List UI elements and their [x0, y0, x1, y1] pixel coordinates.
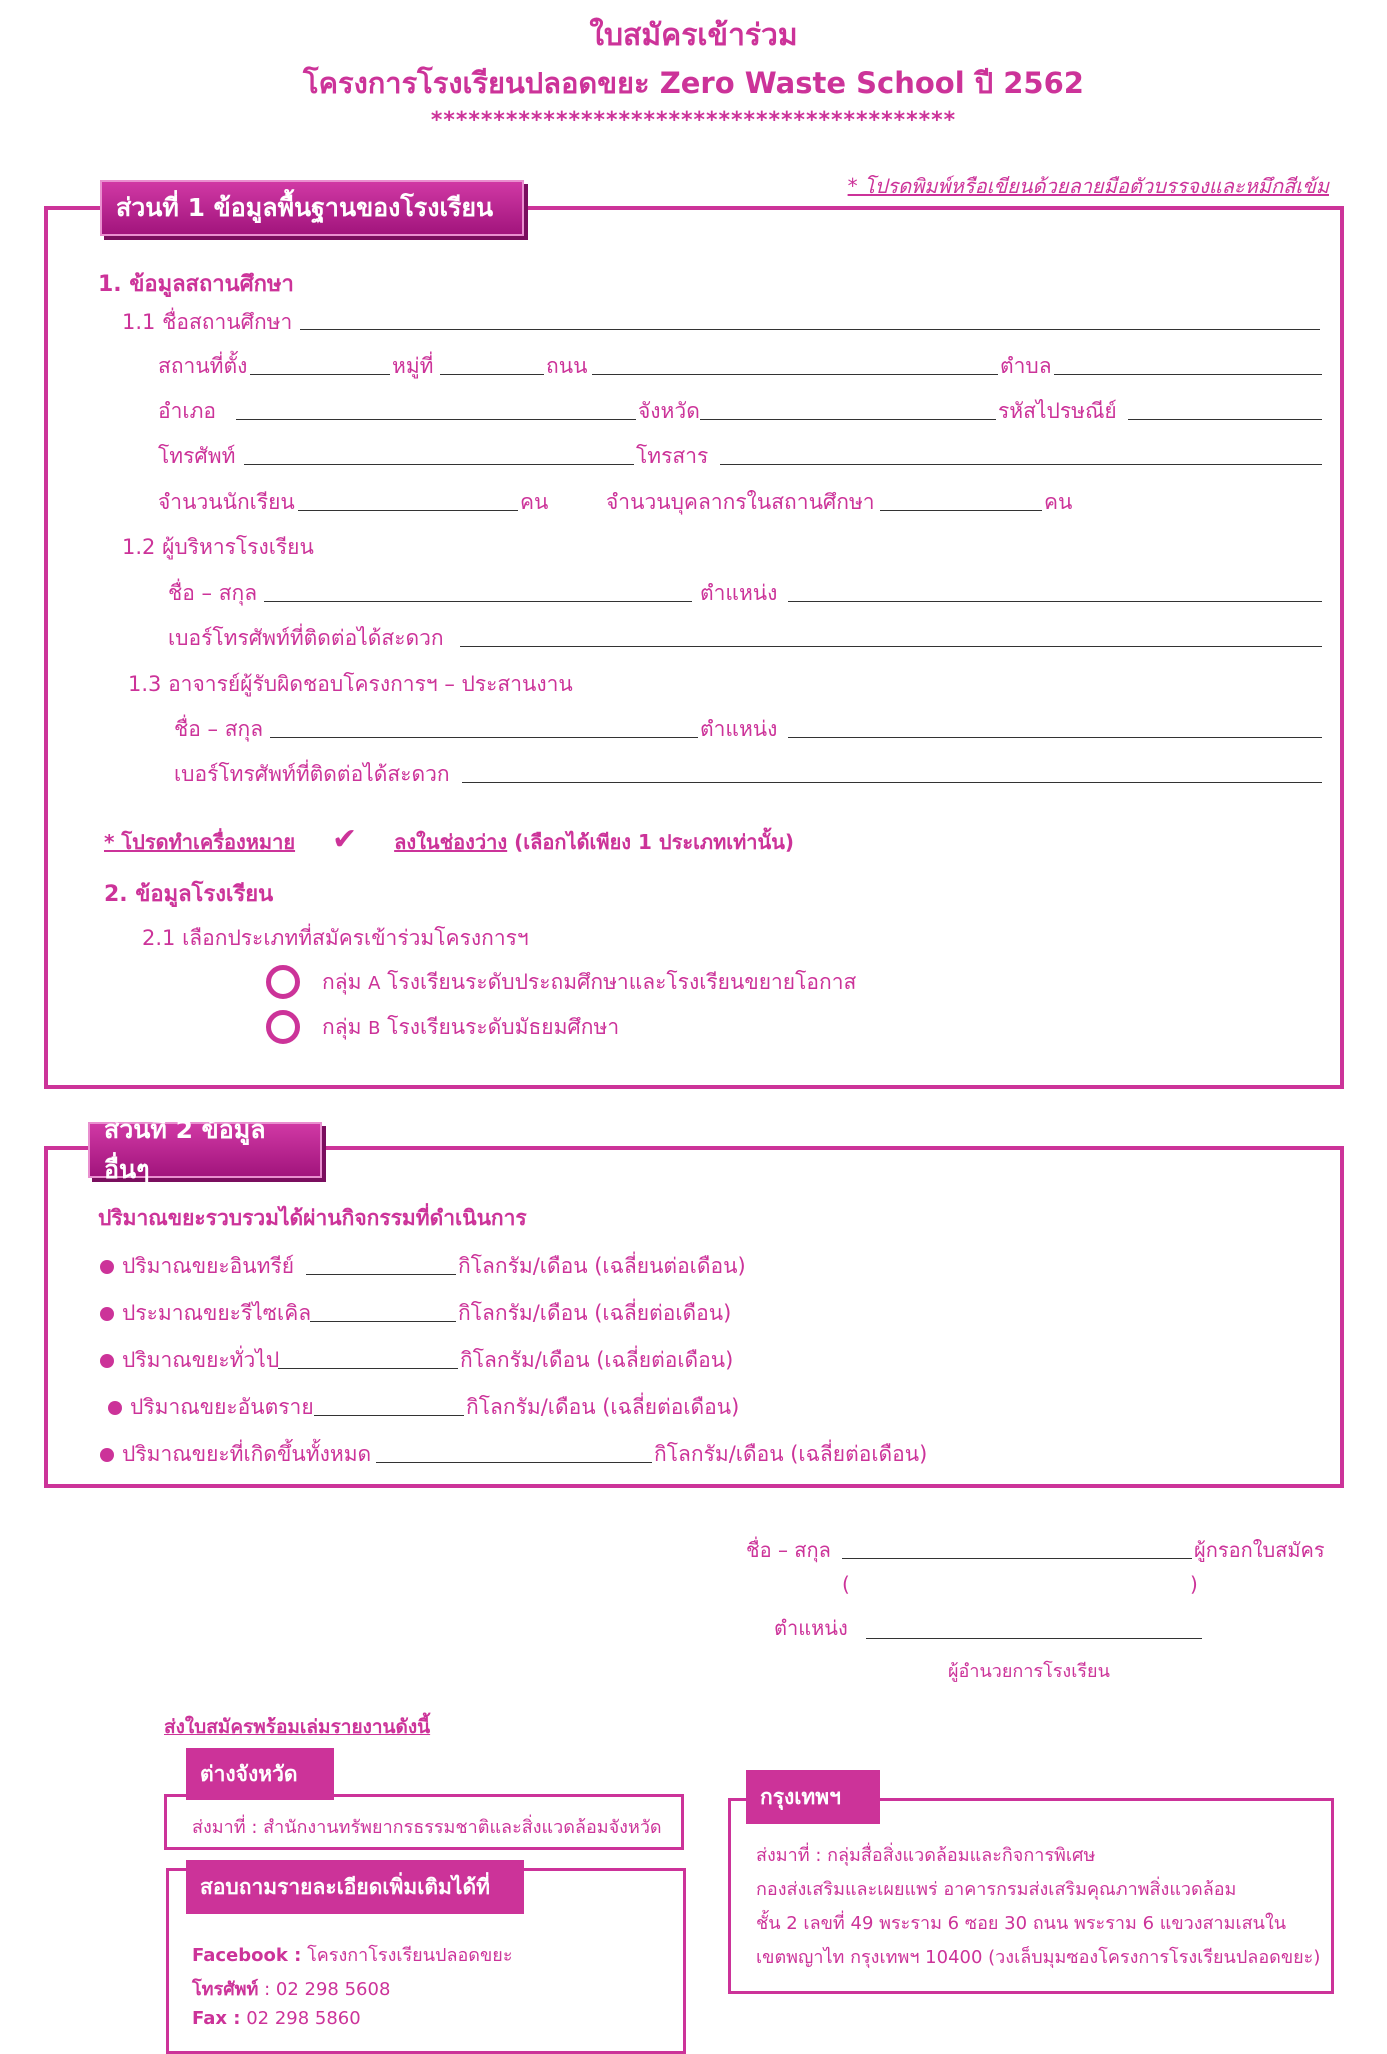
sig-applicant: ผู้กรอกใบสมัคร	[1194, 1538, 1325, 1562]
input-waste-hazard[interactable]	[314, 1415, 464, 1416]
waste-row-general	[100, 1344, 279, 1377]
input-sig-name[interactable]	[842, 1558, 1192, 1559]
section1-banner: ส่วนที่ 1 ข้อมูลพื้นฐานของโรงเรียน	[100, 180, 524, 236]
bullet-icon	[100, 1307, 114, 1321]
label-students-unit: คน	[520, 490, 549, 514]
option-a	[322, 966, 856, 999]
checkmark-icon: ✔	[332, 822, 358, 857]
input-teacher-name[interactable]	[270, 737, 698, 738]
input-road[interactable]	[592, 374, 998, 375]
input-exec-name[interactable]	[264, 601, 692, 602]
input-sig-position[interactable]	[866, 1638, 1202, 1639]
input-school-name[interactable]	[300, 329, 1320, 330]
fax-value: 02 298 5860	[246, 2008, 361, 2029]
waste-label-recycle: ประมาณขยะรีไซเคิล	[122, 1301, 312, 1325]
writing-note: * โปรดพิมพ์หรือเขียนด้วยลายมือตัวบรรจงและหมึกสีเข้ม	[847, 174, 1329, 198]
bkk-line-4: เขตพญาไท กรุงเทพฯ 10400 (วงเล็บมุมซองโครงการโรงเรียนปลอดขยะ)	[756, 1947, 1321, 1968]
s12-heading: 1.2 ผู้บริหารโรงเรียน	[122, 535, 314, 559]
label-staff-unit: คน	[1044, 490, 1073, 514]
input-tambon[interactable]	[1054, 374, 1322, 375]
waste-row-organic	[100, 1250, 294, 1283]
input-students[interactable]	[298, 510, 518, 511]
option-a-letter: A	[368, 973, 381, 994]
form-subtitle: โครงการโรงเรียนปลอดขยะ Zero Waste School ปี 2562	[303, 66, 1084, 100]
label-exec-phone: เบอร์โทรศัพท์ที่ติดต่อได้สะดวก	[168, 626, 444, 650]
option-b-text: โรงเรียนระดับมัธยมศึกษา	[387, 1015, 620, 1039]
waste-label-organic: ปริมาณขยะอินทรีย์	[122, 1254, 295, 1278]
label-province: จังหวัด	[638, 399, 700, 423]
waste-label-hazard: ปริมาณขยะอันตราย	[130, 1395, 314, 1419]
form-title: ใบสมัครเข้าร่วม	[589, 18, 798, 53]
radio-group-a[interactable]	[266, 965, 300, 999]
label-exec-position: ตำแหน่ง	[700, 581, 778, 605]
inquiry-tag: สอบถามรายละเอียดเพิ่มเติมได้ที่	[186, 1860, 524, 1914]
bullet-icon	[100, 1260, 114, 1274]
input-moo[interactable]	[440, 374, 544, 375]
label-teacher-phone: เบอร์โทรศัพท์ที่ติดต่อได้สะดวก	[174, 762, 450, 786]
mark-note-b: ลงในช่องว่าง	[394, 830, 508, 854]
waste-label-general: ปริมาณขยะทั่วไป	[122, 1348, 280, 1372]
input-postcode[interactable]	[1128, 419, 1322, 420]
bullet-icon	[100, 1448, 114, 1462]
input-teacher-phone[interactable]	[462, 782, 1322, 783]
waste-row-recycle	[100, 1297, 311, 1330]
mark-note-a: * โปรดทำเครื่องหมาย	[104, 830, 296, 854]
star-divider: ******************************************	[430, 108, 957, 133]
label-moo: หมู่ที่	[392, 354, 434, 378]
option-a-text: โรงเรียนระดับประถมศึกษาและโรงเรียนขยายโอกาส	[387, 970, 857, 994]
input-waste-organic[interactable]	[306, 1274, 456, 1275]
radio-group-b[interactable]	[266, 1010, 300, 1044]
label-fax: โทรสาร	[636, 444, 709, 468]
input-province[interactable]	[700, 419, 996, 420]
waste-label-total: ปริมาณขยะที่เกิดขึ้นทั้งหมด	[122, 1442, 372, 1466]
province-text: ส่งมาที่ : สำนักงานทรัพยากรธรรมชาติและสิ่งแวดล้อมจังหวัด	[192, 1817, 662, 1838]
input-staff[interactable]	[880, 510, 1042, 511]
province-tag: ต่างจังหวัด	[186, 1748, 334, 1800]
label-road: ถนน	[546, 354, 588, 378]
fax-label: Fax :	[192, 2008, 241, 2029]
waste-unit-recycle: กิโลกรัม/เดือน (เฉลี่ยต่อเดือน)	[458, 1301, 732, 1325]
label-teacher-name: ชื่อ – สกุล	[174, 717, 264, 741]
label-teacher-position: ตำแหน่ง	[700, 717, 778, 741]
input-location[interactable]	[250, 374, 390, 375]
waste-row-hazard	[108, 1391, 314, 1424]
option-b-letter: B	[368, 1018, 381, 1039]
label-location: สถานที่ตั้ง	[158, 354, 248, 378]
s21-heading: 2.1 เลือกประเภทที่สมัครเข้าร่วมโครงการฯ	[142, 926, 529, 950]
option-a-group: กลุ่ม	[322, 970, 362, 994]
input-teacher-position[interactable]	[788, 737, 1322, 738]
label-school-name: 1.1 ชื่อสถานศึกษา	[122, 310, 293, 334]
s2-school-heading: 2. ข้อมูลโรงเรียน	[104, 882, 274, 907]
s13-heading: 1.3 อาจารย์ผู้รับผิดชอบโครงการฯ – ประสานงาน	[128, 672, 573, 696]
bullet-icon	[108, 1401, 122, 1415]
waste-unit-general: กิโลกรัม/เดือน (เฉลี่ยต่อเดือน)	[460, 1348, 734, 1372]
sig-name-label: ชื่อ – สกุล	[746, 1538, 831, 1562]
waste-unit-hazard: กิโลกรัม/เดือน (เฉลี่ยต่อเดือน)	[466, 1395, 740, 1419]
input-fax[interactable]	[720, 464, 1322, 465]
label-tambon: ตำบล	[1000, 354, 1052, 378]
bullet-icon	[100, 1354, 114, 1368]
fax-line	[192, 2008, 361, 2029]
input-exec-position[interactable]	[788, 601, 1322, 602]
sig-position-label: ตำแหน่ง	[774, 1616, 848, 1640]
tel-label: โทรศัพท์	[192, 1979, 259, 2000]
input-waste-general[interactable]	[278, 1368, 458, 1369]
label-postcode: รหัสไปรษณีย์	[998, 399, 1117, 423]
option-b-group: กลุ่ม	[322, 1015, 362, 1039]
option-b	[322, 1011, 619, 1044]
label-amphoe: อำเภอ	[158, 399, 217, 423]
fb-value[interactable]: โครงกาโรงเรียนปลอดขยะ	[307, 1945, 513, 1966]
tel-line	[192, 1974, 390, 2003]
s2-heading: ปริมาณขยะรวบรวมได้ผ่านกิจกรรมที่ดำเนินการ	[98, 1206, 527, 1230]
label-phone: โทรศัพท์	[158, 444, 236, 468]
input-waste-recycle[interactable]	[310, 1321, 456, 1322]
input-exec-phone[interactable]	[460, 646, 1322, 647]
waste-row-total	[100, 1438, 371, 1471]
label-students: จำนวนนักเรียน	[158, 490, 295, 514]
input-amphoe[interactable]	[236, 419, 636, 420]
label-staff: จำนวนบุคลากรในสถานศึกษา	[606, 490, 875, 514]
label-exec-name: ชื่อ – สกุล	[168, 581, 258, 605]
input-waste-total[interactable]	[376, 1462, 652, 1463]
sig-paren-open: (	[842, 1572, 850, 1596]
bkk-tag: กรุงเทพฯ	[746, 1770, 880, 1824]
bkk-line-1: ส่งมาที่ : กลุ่มสื่อสิ่งแวดล้อมและกิจการพิเศษ	[756, 1845, 1096, 1866]
input-phone[interactable]	[244, 464, 634, 465]
sig-paren-close: )	[1190, 1572, 1198, 1596]
fb-label: Facebook :	[192, 1945, 302, 1966]
bkk-line-3: ชั้น 2 เลขที่ 49 พระราม 6 ซอย 30 ถนน พระราม 6 แขวงสามเสนใน	[756, 1913, 1287, 1934]
mark-note	[104, 822, 794, 858]
mark-note-c: (เลือกได้เพียง 1 ประเภทเท่านั้น)	[514, 830, 795, 854]
send-heading: ส่งใบสมัครพร้อมเล่มรายงานดังนี้	[164, 1716, 431, 1738]
tel-value[interactable]: : 02 298 5608	[264, 1979, 391, 2000]
section2-banner: ส่วนที่ 2 ข้อมูลอื่นๆ	[88, 1122, 322, 1178]
facebook-line	[192, 1940, 513, 1969]
sig-director: ผู้อำนวยการโรงเรียน	[948, 1661, 1110, 1682]
s1-heading: 1. ข้อมูลสถานศึกษา	[98, 272, 294, 297]
waste-unit-total: กิโลกรัม/เดือน (เฉลี่ยต่อเดือน)	[654, 1442, 928, 1466]
waste-unit-organic: กิโลกรัม/เดือน (เฉลี่ยนต่อเดือน)	[458, 1254, 746, 1278]
bkk-line-2: กองส่งเสริมและเผยแพร่ อาคารกรมส่งเสริมคุณภาพสิ่งแวดล้อม	[756, 1879, 1237, 1900]
